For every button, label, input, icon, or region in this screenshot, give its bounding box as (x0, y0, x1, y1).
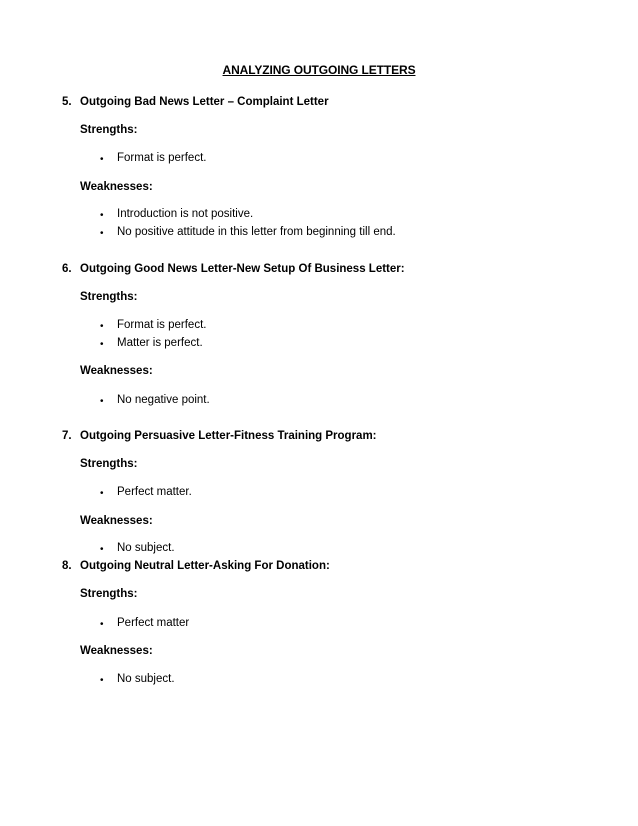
strength-item: Perfect matter (117, 617, 190, 629)
section-number: 7. (62, 430, 72, 442)
strengths-label: Strengths: (80, 458, 138, 470)
weakness-item: No subject. (117, 542, 175, 554)
weaknesses-label: Weaknesses: (80, 365, 153, 377)
document-title: ANALYZING OUTGOING LETTERS (222, 63, 416, 77)
section-heading: Outgoing Bad News Letter – Complaint Letter (80, 96, 329, 108)
strength-item: Perfect matter. (117, 486, 192, 498)
section-heading: Outgoing Persuasive Letter-Fitness Training Program: (80, 430, 377, 442)
strength-item: Format is perfect. (117, 152, 207, 164)
section-number: 5. (62, 96, 72, 108)
bullet-icon: • (100, 321, 104, 332)
strength-item: Matter is perfect. (117, 337, 203, 349)
weakness-item: No subject. (117, 673, 175, 685)
weakness-item: No negative point. (117, 394, 210, 406)
section-heading: Outgoing Good News Letter-New Setup Of Business Letter: (80, 263, 405, 275)
bullet-icon: • (100, 675, 104, 686)
weaknesses-label: Weaknesses: (80, 181, 153, 193)
bullet-icon: • (100, 154, 104, 165)
bullet-icon: • (100, 339, 104, 350)
weakness-item: No positive attitude in this letter from beginning till end. (117, 226, 396, 238)
section-heading: Outgoing Neutral Letter-Asking For Donation: (80, 560, 330, 572)
weakness-item: Introduction is not positive. (117, 208, 254, 220)
weaknesses-label: Weaknesses: (80, 515, 153, 527)
bullet-icon: • (100, 544, 104, 555)
bullet-icon: • (100, 396, 104, 407)
bullet-icon: • (100, 619, 104, 630)
bullet-icon: • (100, 228, 104, 239)
section-number: 6. (62, 263, 72, 275)
weaknesses-label: Weaknesses: (80, 645, 153, 657)
strengths-label: Strengths: (80, 124, 138, 136)
strengths-label: Strengths: (80, 291, 138, 303)
strengths-label: Strengths: (80, 588, 138, 600)
bullet-icon: • (100, 210, 104, 221)
strength-item: Format is perfect. (117, 319, 207, 331)
bullet-icon: • (100, 488, 104, 499)
section-number: 8. (62, 560, 72, 572)
